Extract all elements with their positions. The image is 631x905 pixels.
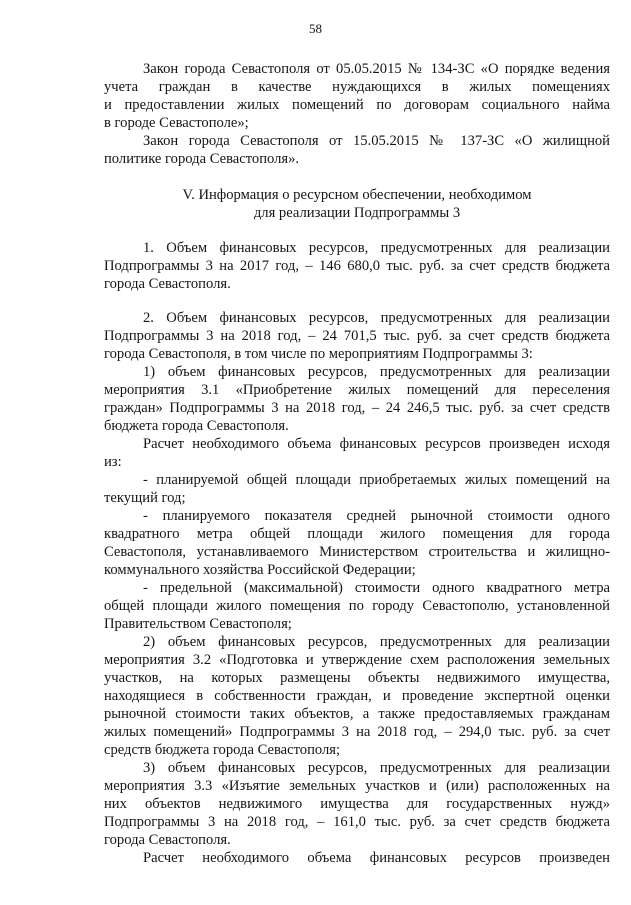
text-line: общей площади жилого помещения по городу Севастополю, установленной bbox=[104, 598, 610, 614]
paragraph-measure-3-2 bbox=[104, 633, 610, 759]
text-line: рыночной стоимости таких объектов, а также предоставляемых гражданам bbox=[104, 706, 610, 722]
list-item-max-price bbox=[104, 579, 610, 633]
text-line: политике города Севастополя». bbox=[104, 151, 300, 167]
list-item-market-price bbox=[104, 507, 610, 579]
text-line: текущий год; bbox=[104, 490, 186, 506]
paragraph-item-2 bbox=[104, 309, 610, 363]
text-line: коммунального хозяйства Российской Федерации; bbox=[104, 562, 416, 578]
page-number: 58 bbox=[309, 21, 322, 36]
text-line: находящиеся в собственности граждан, и проведение экспертной оценки bbox=[104, 688, 610, 704]
text-line: Правительством Севастополя; bbox=[104, 616, 292, 632]
text-line: города Севастополя. bbox=[104, 832, 231, 848]
text-line: Севастополя, устанавливаемого Министерством строительства и жилищно- bbox=[104, 544, 610, 560]
text-line: мероприятия 3.1 «Приобретение жилых помещений для переселения bbox=[104, 382, 610, 398]
text-line: граждан» Подпрограммы 3 на 2018 год, – 24 246,5 тыс. руб. за счет средств bbox=[104, 400, 610, 416]
text-line: в городе Севастополе»; bbox=[104, 115, 249, 131]
list-item-area bbox=[104, 471, 610, 507]
heading-line: для реализации Подпрограммы 3 bbox=[253, 205, 461, 221]
text-line: - планируемого показателя средней рыночной стоимости одного bbox=[143, 508, 610, 524]
text-line: Подпрограммы 3 на 2018 год, – 161,0 тыс. руб. за счет средств бюджета bbox=[104, 814, 610, 830]
text-line: Подпрограммы 3 на 2017 год, – 146 680,0 тыс. руб. за счет средств бюджета bbox=[104, 258, 610, 274]
text-line: них объектов недвижимого имущества для государственных нужд» bbox=[104, 796, 610, 812]
text-line: - планируемой общей площади приобретаемых жилых помещений на bbox=[143, 472, 610, 488]
text-line: города Севастополя, в том числе по мероприятиям Подпрограммы 3: bbox=[104, 346, 533, 362]
section-heading bbox=[104, 186, 610, 222]
paragraph-law-134 bbox=[104, 60, 610, 132]
text-line: 1. Объем финансовых ресурсов, предусмотренных для реализации bbox=[143, 240, 610, 256]
text-line: из: bbox=[104, 454, 122, 470]
text-line: мероприятия 3.3 «Изъятие земельных участков и (или) расположенных на bbox=[104, 778, 610, 794]
text-line: жилых помещений» Подпрограммы 3 на 2018 год, – 294,0 тыс. руб. за счет bbox=[104, 724, 610, 740]
text-line: и предоставлении жилых помещений по договорам социального найма bbox=[104, 97, 610, 113]
text-line: 1) объем финансовых ресурсов, предусмотренных для реализации bbox=[143, 364, 610, 380]
paragraph-calculation-2 bbox=[104, 849, 610, 867]
text-line: 2. Объем финансовых ресурсов, предусмотренных для реализации bbox=[143, 310, 610, 326]
text-line: бюджета города Севастополя. bbox=[104, 418, 289, 434]
text-line: Расчет необходимого объема финансовых ресурсов произведен исходя bbox=[143, 436, 610, 452]
paragraph-measure-3-1 bbox=[104, 363, 610, 435]
paragraph-measure-3-3 bbox=[104, 759, 610, 849]
text-line: города Севастополя. bbox=[104, 276, 231, 292]
paragraph-law-137 bbox=[104, 132, 610, 168]
text-line: Закон города Севастополя от 15.05.2015 № 137-ЗС «О жилищной bbox=[143, 133, 610, 149]
text-line: Подпрограммы 3 на 2018 год, – 24 701,5 тыс. руб. за счет средств бюджета bbox=[104, 328, 610, 344]
text-line: 2) объем финансовых ресурсов, предусмотренных для реализации bbox=[143, 634, 610, 650]
paragraph-item-1 bbox=[104, 239, 610, 293]
text-line: мероприятия 3.2 «Подготовка и утверждение схем расположения земельных bbox=[104, 652, 610, 668]
text-line: средств бюджета города Севастополя; bbox=[104, 742, 341, 758]
text-line: - предельной (максимальной) стоимости одного квадратного метра bbox=[143, 580, 610, 596]
text-line: Закон города Севастополя от 05.05.2015 № 134-ЗС «О порядке ведения bbox=[143, 61, 610, 77]
heading-line: V. Информация о ресурсном обеспечении, необходимом bbox=[182, 187, 532, 203]
text-line: 3) объем финансовых ресурсов, предусмотренных для реализации bbox=[143, 760, 610, 776]
text-line: Расчет необходимого объема финансовых ресурсов произведен bbox=[143, 850, 610, 866]
text-line: участков, на которых размещены объекты недвижимого имущества, bbox=[104, 670, 610, 686]
text-line: квадратного метра общей площади жилого помещения для города bbox=[104, 526, 610, 542]
paragraph-calculation bbox=[104, 435, 610, 471]
text-line: учета граждан в качестве нуждающихся в жилых помещениях bbox=[104, 79, 610, 95]
